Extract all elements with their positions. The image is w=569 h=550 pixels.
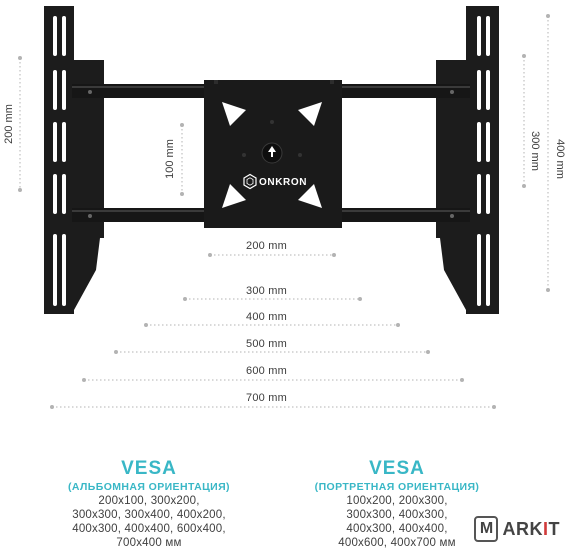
vesa-landscape-line: 400x300, 400x400, 600x400, xyxy=(72,523,226,535)
width-label-500: 500 mm xyxy=(246,338,287,350)
watermark-box-letter: M xyxy=(474,516,498,542)
vesa-landscape-line: 200x100, 300x200, xyxy=(98,495,200,507)
vesa-landscape-title: VESA xyxy=(121,458,177,479)
left-bracket xyxy=(44,6,104,314)
vesa-portrait-subtitle: (ПОРТРЕТНАЯ ОРИЕНТАЦИЯ) xyxy=(314,481,480,493)
width-label-400: 400 mm xyxy=(246,311,287,323)
left-height-label: 200 mm xyxy=(3,104,15,144)
watermark-accent-letter: I xyxy=(542,518,549,539)
vesa-portrait-line: 100x200, 200x300, xyxy=(346,495,448,507)
width-label-700: 700 mm xyxy=(246,392,287,404)
vesa-portrait-line: 300x300, 400x300, xyxy=(346,509,448,521)
vesa-portrait-title: VESA xyxy=(369,458,425,479)
watermark-rest: ARKIT xyxy=(502,518,560,539)
vesa-landscape-subtitle: (АЛЬБОМНАЯ ОРИЕНТАЦИЯ) xyxy=(68,481,230,493)
watermark-text xyxy=(499,519,563,540)
width-label-200: 200 mm xyxy=(246,240,287,252)
right-inner-height-label: 300 mm xyxy=(529,131,541,171)
right-outer-height-label: 400 mm xyxy=(554,139,566,179)
vesa-landscape-line: 700x400 мм xyxy=(116,537,182,549)
center-plate xyxy=(204,80,342,228)
width-label-300: 300 mm xyxy=(246,285,287,297)
vesa-landscape-line: 300x300, 300x400, 400x200, xyxy=(72,509,226,521)
vesa-portrait-line: 400x600, 400x700 мм xyxy=(338,537,456,549)
right-bracket xyxy=(436,6,499,314)
center-height-label: 100 mm xyxy=(164,139,176,179)
width-label-600: 600 mm xyxy=(246,365,287,377)
brand-logo-text: ONKRON xyxy=(259,177,308,188)
watermark xyxy=(474,516,563,542)
vesa-landscape-block xyxy=(24,458,274,550)
vesa-portrait-line: 400x300, 400x400, xyxy=(346,523,448,535)
